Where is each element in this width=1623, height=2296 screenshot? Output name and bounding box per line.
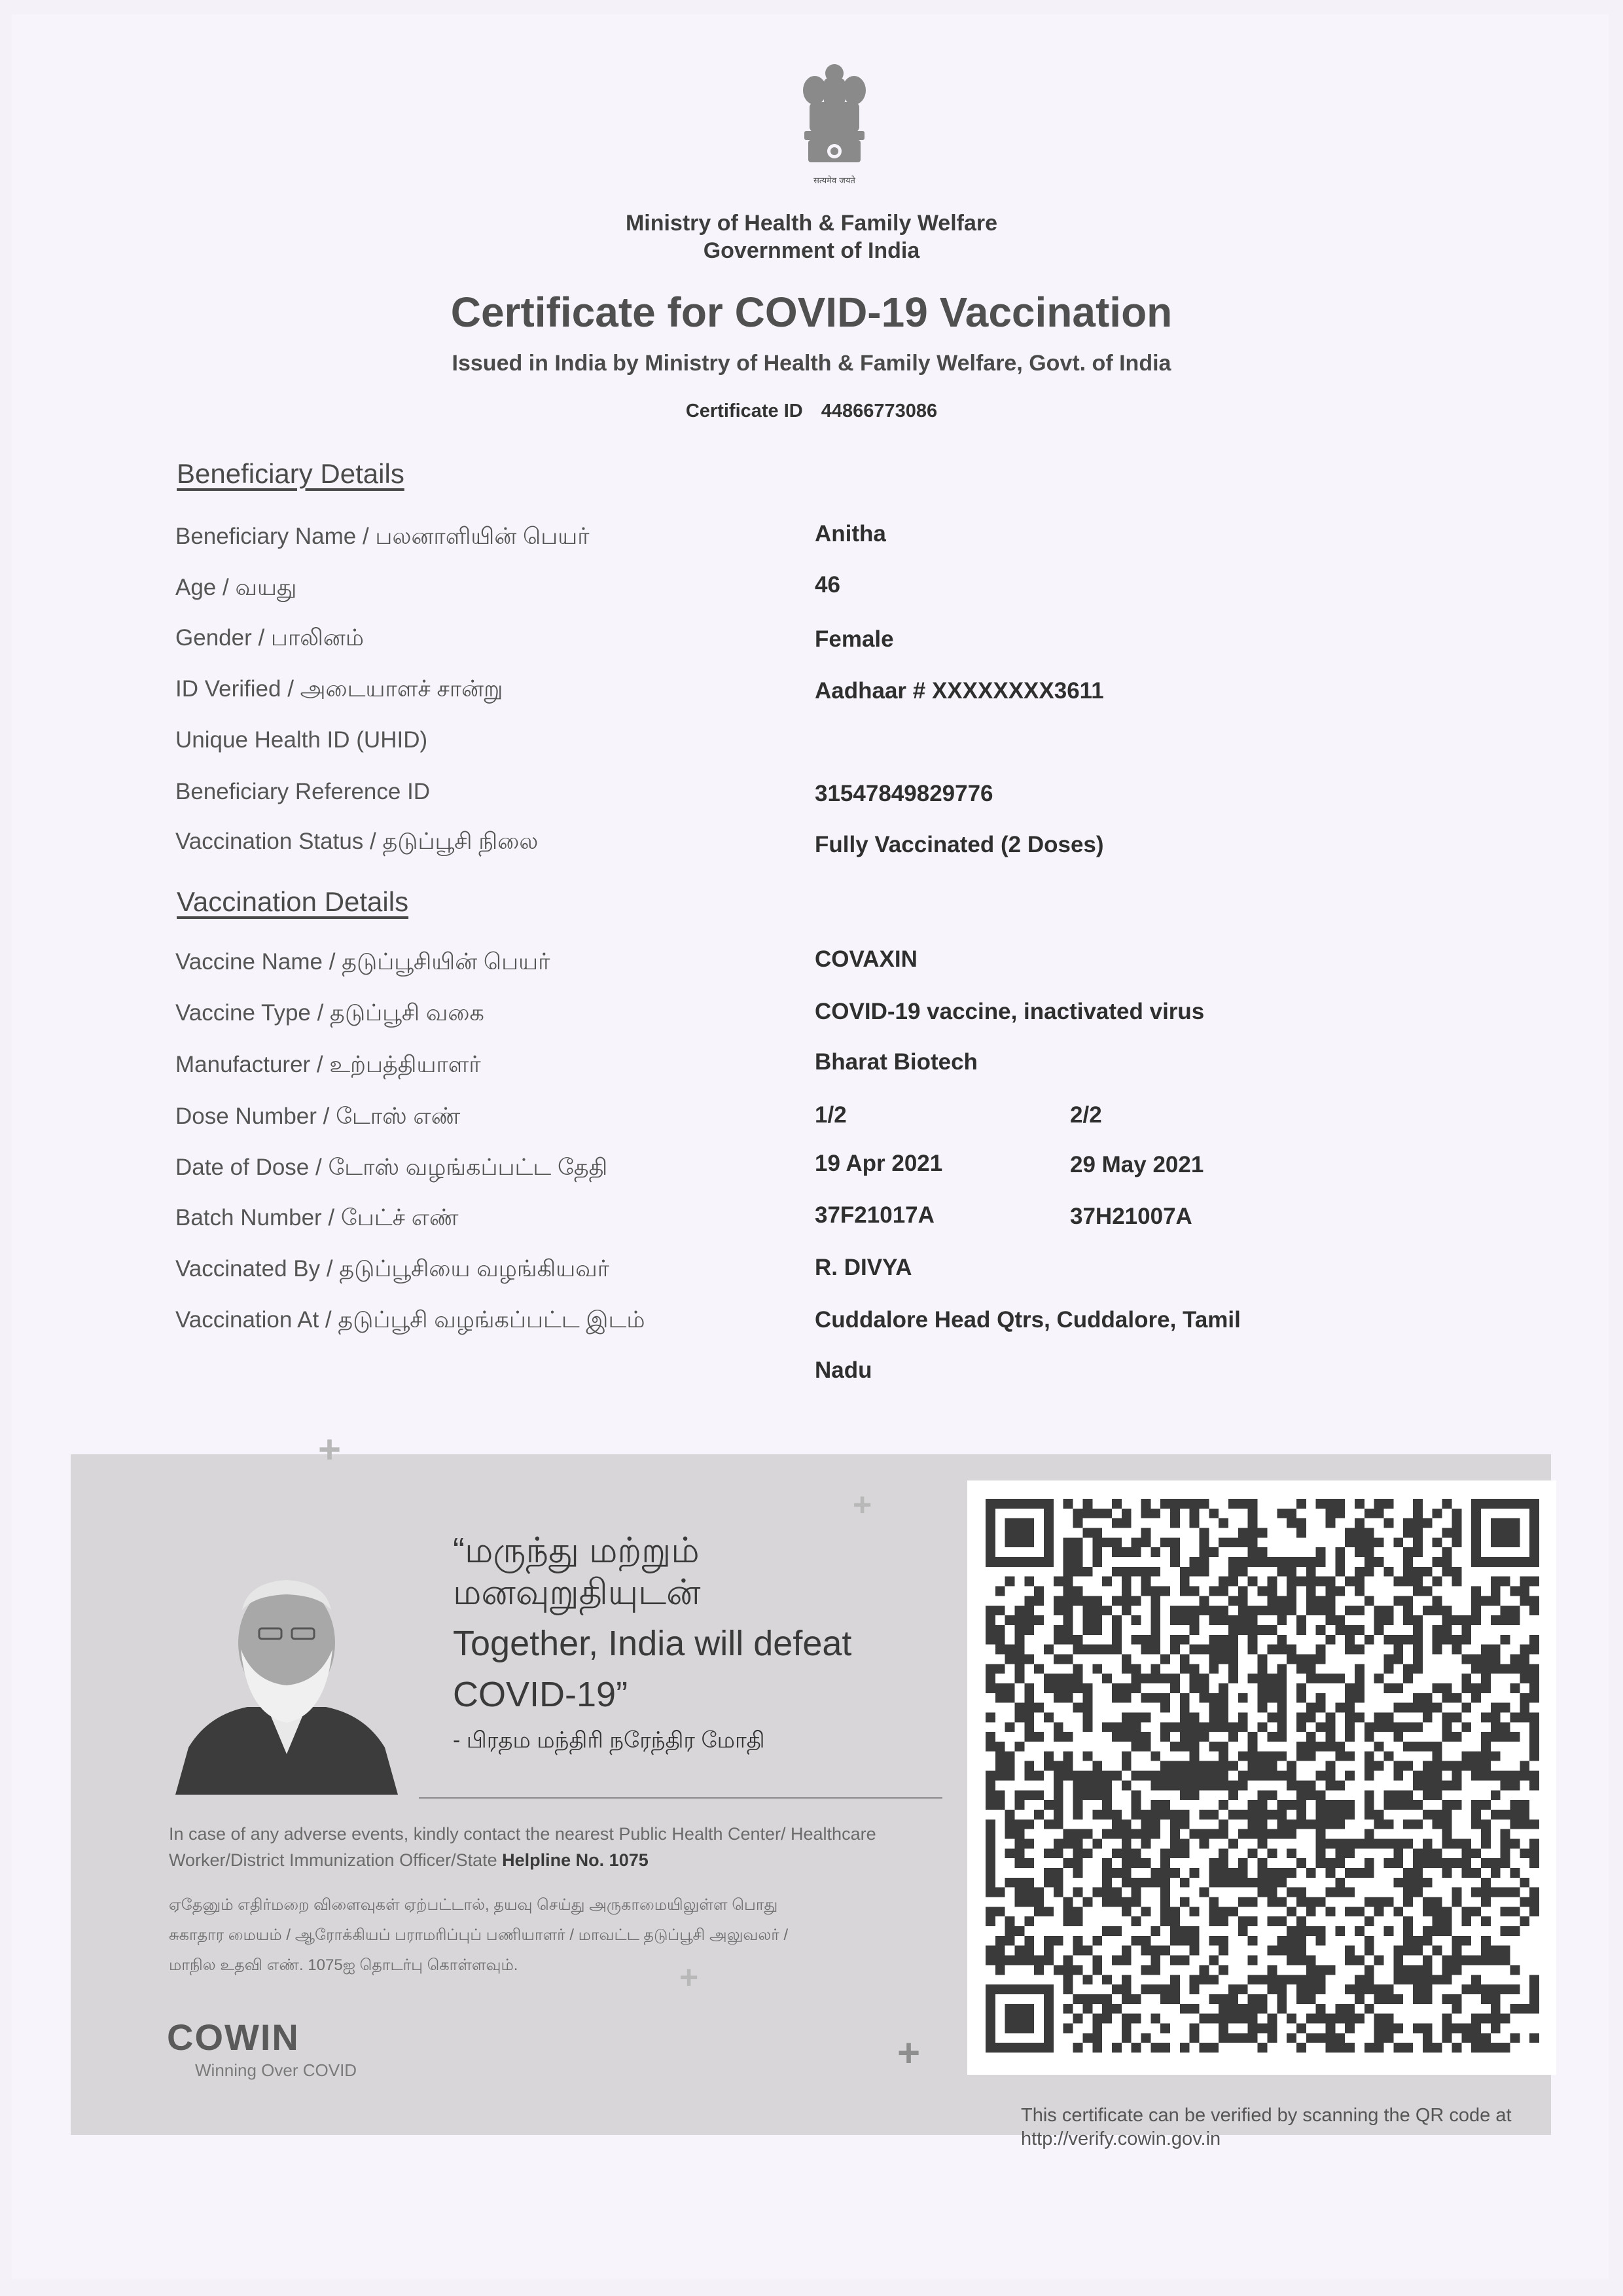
vaccination-status-row: [0, 829, 1623, 868]
cowin-tagline: Winning Over COVID: [195, 2060, 357, 2080]
qr-code-icon: [986, 1499, 1539, 2053]
national-emblem-icon: [795, 59, 874, 203]
field-label: Age / வயது: [175, 575, 297, 600]
plus-decoration-icon: +: [897, 2031, 921, 2075]
manufacturer-value: Bharat Biotech: [815, 1049, 978, 1075]
quote-attribution: - பிரதம மந்திரி நரேந்திர மோதி: [453, 1728, 765, 1753]
dose1-batch: 37F21017A: [815, 1202, 935, 1228]
field-label: Vaccine Name / தடுப்பூசியின் பெயர்: [175, 949, 550, 975]
age-row: [0, 572, 1623, 614]
field-label: Gender / பாலினம்: [175, 625, 364, 651]
helpline-notice: [169, 1821, 928, 1873]
reference-id-value: 31547849829776: [815, 781, 993, 806]
dose1-number: 1/2: [815, 1102, 847, 1128]
quote-line: Together, India will defeat: [453, 1624, 852, 1663]
vaccine-type-value: COVID-19 vaccine, inactivated virus: [815, 999, 1205, 1024]
dose-number-row: [0, 1103, 1623, 1143]
field-label: Unique Health ID (UHID): [175, 727, 428, 753]
vaccination-at-line1: Cuddalore Head Qtrs, Cuddalore, Tamil: [815, 1307, 1241, 1333]
field-label: Vaccine Type / தடுப்பூசி வகை: [175, 1000, 484, 1026]
vaccination-section-title: Vaccination Details: [177, 886, 409, 917]
dose1-date: 19 Apr 2021: [815, 1151, 943, 1176]
field-label: ID Verified / அடையாளச் சான்று: [175, 676, 503, 702]
reference-id-row: [0, 779, 1623, 818]
plus-decoration-icon: +: [679, 1959, 699, 1996]
uhid-row: [0, 727, 1623, 766]
banner-divider: [419, 1797, 942, 1799]
government-name: Government of India: [703, 238, 920, 263]
id-verified-value: Aadhaar # XXXXXXXX3611: [815, 678, 1104, 704]
manufacturer-row: [0, 1049, 1623, 1091]
verify-line: This certificate can be verified by scanning the QR code at: [1021, 2105, 1512, 2126]
banner-quote: [453, 1525, 851, 1720]
plus-decoration-icon: +: [318, 1427, 342, 1471]
date-of-dose-row: [0, 1151, 1623, 1194]
cowin-logo: COWIN: [167, 2017, 300, 2058]
certificate-id-value: 44866773086: [821, 401, 938, 422]
helpline-text: In case of any adverse events, kindly contact the nearest Public Health Center/ Healthcare Worker/District Immunization Officer/State: [169, 1824, 876, 1870]
beneficiary-name-value: Anitha: [815, 521, 886, 547]
vaccine-type-row: [0, 1000, 1623, 1039]
certificate-id: [0, 401, 1623, 422]
emblem-motto: सत्यमेव जयते: [813, 176, 855, 186]
tamil-note-line: ஏதேனும் எதிர்மறை விளைவுகள் ஏற்பட்டால், தயவு செய்து அருகாமையிலுள்ள பொது: [169, 1896, 778, 1914]
age-value: 46: [815, 572, 840, 598]
certificate-title: Certificate for COVID-19 Vaccination: [450, 289, 1173, 336]
field-label: Beneficiary Name / பலனாளியின் பெயர்: [175, 524, 590, 549]
quote-line: மனவுறுதியுடன்: [453, 1573, 701, 1612]
certificate-id-label: Certificate ID: [685, 401, 803, 422]
gender-value: Female: [815, 626, 894, 652]
vaccine-name-value: COVAXIN: [815, 946, 918, 972]
verify-url: http://verify.cowin.gov.in: [1021, 2128, 1221, 2149]
vaccinated-by-value: R. DIVYA: [815, 1255, 912, 1280]
vaccine-name-row: [0, 946, 1623, 988]
field-label: Vaccination At / தடுப்பூசி வழங்கப்பட்ட இடம்: [175, 1307, 645, 1333]
id-verified-row: [0, 676, 1623, 715]
vaccination-at-row: [0, 1307, 1623, 1383]
batch-number-row: [0, 1202, 1623, 1244]
quote-line: “மருந்து மற்றும்: [453, 1531, 700, 1570]
plus-decoration-icon: +: [853, 1486, 872, 1523]
dose2-batch: 37H21007A: [1070, 1204, 1192, 1229]
dose2-date: 29 May 2021: [1070, 1152, 1204, 1177]
field-label: Vaccinated By / தடுப்பூசியை வழங்கியவர்: [175, 1256, 610, 1282]
qr-code[interactable]: [967, 1480, 1556, 2075]
beneficiary-section-title: Beneficiary Details: [177, 458, 404, 489]
field-label: Manufacturer / உற்பத்தியாளர்: [175, 1052, 481, 1077]
prime-minister-portrait: [169, 1551, 404, 1795]
field-label: Batch Number / பேட்ச் எண்: [175, 1205, 459, 1230]
tamil-note-line: சுகாதார மையம் / ஆரோக்கியப் பராமரிப்புப் பணியாளர் / மாவட்ட தடுப்பூசி அலுவலர் /: [169, 1926, 789, 1944]
gender-row: [0, 625, 1623, 664]
ministry-name: Ministry of Health & Family Welfare: [625, 211, 998, 236]
field-label: Vaccination Status / தடுப்பூசி நிலை: [175, 829, 539, 854]
quote-line: COVID-19”: [453, 1675, 628, 1714]
helpline-notice-tamil: [169, 1890, 928, 1981]
tamil-note-line: மாநில உதவி எண். 1075ஐ தொடர்பு கொள்ளவும்.: [169, 1956, 518, 1974]
helpline-number: Helpline No. 1075: [502, 1850, 649, 1870]
field-label: Beneficiary Reference ID: [175, 779, 431, 804]
field-label: Dose Number / டோஸ் எண்: [175, 1103, 461, 1129]
vaccination-status-value: Fully Vaccinated (2 Doses): [815, 832, 1104, 857]
verification-note: [1021, 2104, 1564, 2149]
dose2-number: 2/2: [1070, 1102, 1102, 1128]
vaccination-at-line2: Nadu: [815, 1357, 872, 1383]
issued-by: Issued in India by Ministry of Health & Family Welfare, Govt. of India: [452, 351, 1171, 376]
field-label: Date of Dose / டோஸ் வழங்கப்பட்ட தேதி: [175, 1155, 608, 1180]
beneficiary-name-row: [0, 521, 1623, 563]
vaccinated-by-row: [0, 1256, 1623, 1295]
